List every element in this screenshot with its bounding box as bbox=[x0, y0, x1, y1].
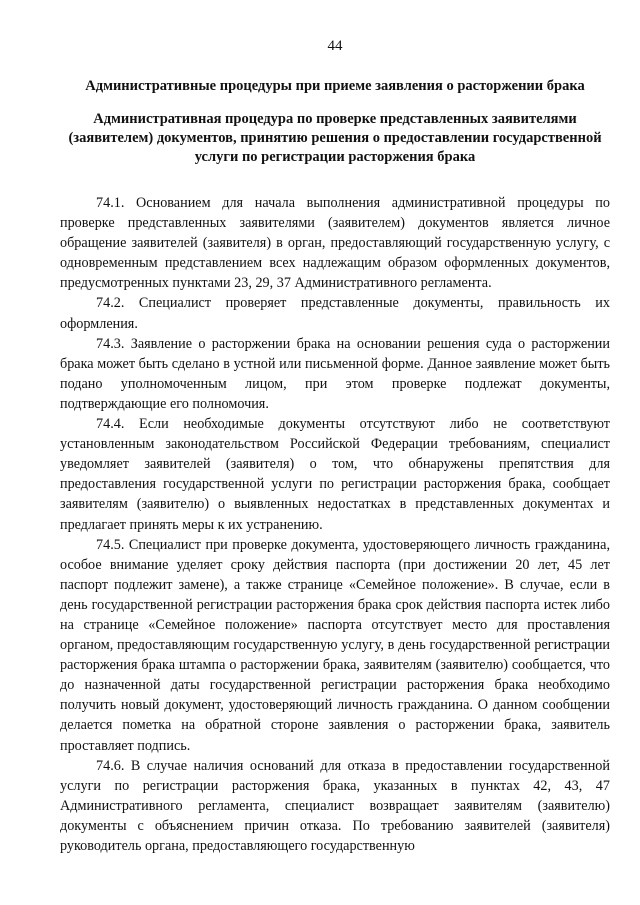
paragraph-74-5: 74.5. Специалист при проверке документа, удостоверяющего личность гражданина, особое внимание уделяет сроку действия паспорта (при достижении 20 лет, 45 лет паспорт подлежит замене), а также странице «Семейное положение». В случае, если в день государственной регистрации расторжения брака срок действия паспорта истек либо на странице «Семейное положение» паспорта отсутствует место для проставления органом, предоставляющим государственную услугу, в день государственной регистрации расторжения брака штампа о расторжении брака, заявителям (заявителю) сообщается, что до назначенной даты государственной регистрации расторжения брака необходимо получить новый документ, удостоверяющий личность гражданина. О данном сообщении делается пометка на обратной стороне заявления о расторжении брака, заявитель проставляет подпись. bbox=[60, 536, 610, 754]
paragraph-74-1: 74.1. Основанием для начала выполнения административной процедуры по проверке представленных заявителями (заявителем) документов является личное обращение заявителей (заявителя) в орган, предоставляющий государственную услугу, с одновременным представлением всех надлежащим образом оформленных документов, предусмотренных пунктами 23, 29, 37 Административного регламента. bbox=[60, 195, 610, 292]
page-number: 44 bbox=[327, 38, 343, 54]
paragraph-74-6: 74.6. В случае наличия оснований для отказа в предоставлении государственной услуги по регистрации расторжения брака, указанных в пунктах 42, 43, 47 Административного регламента, специалист возвращает заявителям (заявителю) документы с объяснением причин отказа. По требованию заявителей (заявителя) руководитель органа, предоставляющего государственную bbox=[60, 757, 610, 854]
procedure-heading: Административная процедура по проверке представленных заявителями (заявителем) документов, принятию решения о предоставлении государственной услуги по регистрации расторжения брака bbox=[68, 111, 602, 165]
section-heading: Административные процедуры при приеме заявления о расторжении брака bbox=[85, 78, 585, 94]
paragraph-74-2: 74.2. Специалист проверяет представленные документы, правильность их оформления. bbox=[60, 295, 610, 332]
body-text bbox=[60, 193, 610, 856]
paragraph-74-4: 74.4. Если необходимые документы отсутствуют либо не соответствуют установленным законодательством Российской Федерации требованиям, специалист уведомляет заявителей (заявителя) о том, что обнаружены препятствия для предоставления государственной услуги по регистрации расторжения брака, сообщает заявителям (заявителю) о выявленных недостатках в представленных документах и предлагает принять меры к их устранению. bbox=[60, 416, 610, 533]
paragraph-74-3: 74.3. Заявление о расторжении брака на основании решения суда о расторжении брака может быть сделано в устной или письменной форме. Данное заявление может быть подано уполномоченным лицом, при этом проверке подлежат документы, подтверждающие его полномочия. bbox=[60, 335, 610, 412]
